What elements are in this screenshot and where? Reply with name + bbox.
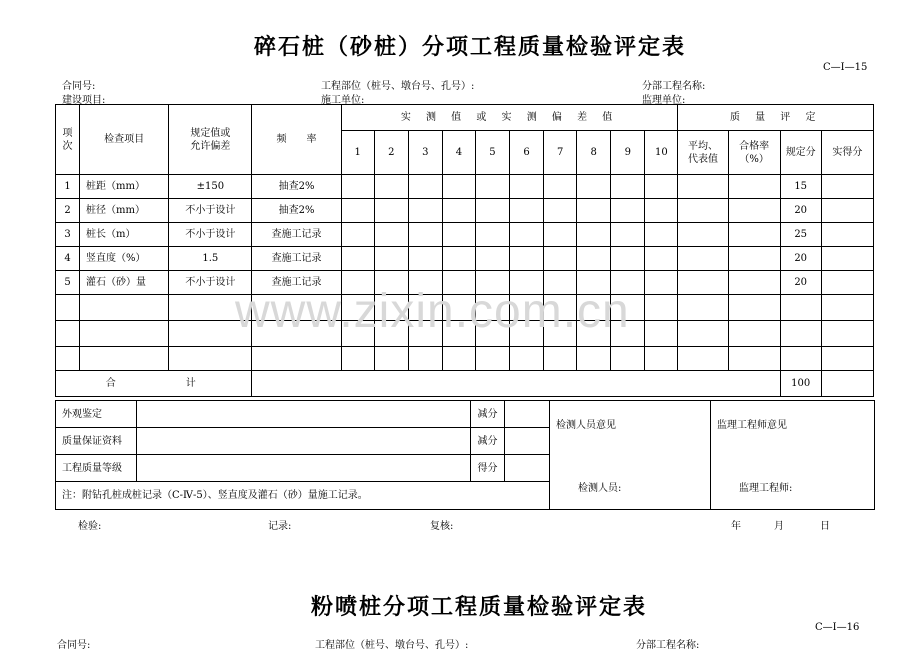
- row-actual-score[interactable]: [821, 321, 873, 347]
- measure-col-5: 5: [475, 131, 509, 175]
- total-label: 合 计: [56, 371, 252, 397]
- measured-value-1[interactable]: [341, 247, 374, 271]
- header-frequency: 频 率: [252, 105, 341, 175]
- row-no: [56, 321, 80, 347]
- measured-value-8[interactable]: [577, 247, 611, 271]
- row-pass-rate[interactable]: [728, 347, 780, 371]
- measure-col-6: 6: [510, 131, 544, 175]
- measured-value-7[interactable]: [544, 199, 577, 223]
- measured-value-9[interactable]: [611, 347, 645, 371]
- row-actual-score[interactable]: [821, 175, 873, 199]
- measured-value-3[interactable]: [408, 175, 442, 199]
- measured-value-4[interactable]: [442, 347, 475, 371]
- row-standard-score: 20: [780, 199, 821, 223]
- row-actual-score[interactable]: [821, 223, 873, 247]
- footer-check: 检验:: [78, 521, 102, 532]
- row-actual-score[interactable]: [821, 347, 873, 371]
- measured-value-9[interactable]: [611, 247, 645, 271]
- row-no: [56, 347, 80, 371]
- row-average[interactable]: [678, 223, 728, 247]
- appearance-label: 外观鉴定: [56, 401, 137, 428]
- form2-title: 粉喷桩分项工程质量检验评定表: [311, 594, 648, 620]
- table-row: [56, 223, 874, 247]
- header-check-item: 检查项目: [80, 105, 169, 175]
- grade-value[interactable]: [137, 455, 471, 482]
- row-actual-score[interactable]: [821, 199, 873, 223]
- measure-col-3: 3: [408, 131, 442, 175]
- measured-value-2[interactable]: [374, 199, 408, 223]
- inspector-opinion: 检测人员意见 检测人员:: [550, 401, 711, 510]
- row-standard-score: 20: [780, 271, 821, 295]
- measured-value-9[interactable]: [611, 175, 645, 199]
- row-average[interactable]: [678, 347, 728, 371]
- row-no: [56, 295, 80, 321]
- appearance-value[interactable]: [137, 401, 471, 428]
- row-no: 2: [56, 199, 80, 223]
- measured-value-10[interactable]: [645, 321, 678, 347]
- row-average[interactable]: [678, 321, 728, 347]
- row-check-item: [80, 347, 169, 371]
- measured-value-10[interactable]: [645, 175, 678, 199]
- row-pass-rate[interactable]: [728, 223, 780, 247]
- row-frequency: 查施工记录: [252, 223, 341, 247]
- row-standard-score: [780, 347, 821, 371]
- measure-col-9: 9: [611, 131, 645, 175]
- quality-docs-label: 质量保证资料: [56, 428, 137, 455]
- row-average[interactable]: [678, 271, 728, 295]
- measured-value-1[interactable]: [341, 199, 374, 223]
- measured-value-3[interactable]: [408, 199, 442, 223]
- measured-value-4[interactable]: [442, 199, 475, 223]
- quality-docs-value[interactable]: [137, 428, 471, 455]
- measured-value-10[interactable]: [645, 247, 678, 271]
- measured-value-3[interactable]: [408, 247, 442, 271]
- measured-value-10[interactable]: [645, 295, 678, 321]
- measure-col-7: 7: [544, 131, 577, 175]
- row-spec: [169, 347, 252, 371]
- measured-value-1[interactable]: [341, 347, 374, 371]
- header-quality: 质 量 评 定: [678, 105, 874, 131]
- header-actual-score: 实得分: [821, 131, 873, 175]
- measured-value-10[interactable]: [645, 271, 678, 295]
- measured-value-10[interactable]: [645, 223, 678, 247]
- measured-value-2[interactable]: [374, 347, 408, 371]
- measure-col-2: 2: [374, 131, 408, 175]
- measured-value-4[interactable]: [442, 175, 475, 199]
- supervisor-opinion: 监理工程师意见 监理工程师:: [711, 401, 875, 510]
- supervision-unit-label: 监理单位:: [642, 95, 686, 106]
- row-pass-rate[interactable]: [728, 271, 780, 295]
- row-check-item: [80, 295, 169, 321]
- measured-value-8[interactable]: [577, 175, 611, 199]
- header-pass-rate: 合格率 （%）: [728, 131, 780, 175]
- measured-value-9[interactable]: [611, 223, 645, 247]
- footer-year: 年: [731, 521, 741, 532]
- measured-value-7[interactable]: [544, 347, 577, 371]
- row-no: 3: [56, 223, 80, 247]
- measure-col-1: 1: [341, 131, 374, 175]
- row-frequency: 抽查2%: [252, 175, 341, 199]
- row-average[interactable]: [678, 199, 728, 223]
- measured-value-8[interactable]: [577, 223, 611, 247]
- measured-value-6[interactable]: [510, 223, 544, 247]
- row-pass-rate[interactable]: [728, 247, 780, 271]
- row-frequency: [252, 347, 341, 371]
- watermark: www.zixin.com.cn: [235, 285, 630, 338]
- grade-label: 工程质量等级: [56, 455, 137, 482]
- row-check-item: 桩径（mm）: [80, 199, 169, 223]
- row-actual-score[interactable]: [821, 295, 873, 321]
- measured-value-10[interactable]: [645, 199, 678, 223]
- measured-value-10[interactable]: [645, 347, 678, 371]
- row-pass-rate[interactable]: [728, 175, 780, 199]
- measured-value-5[interactable]: [475, 175, 509, 199]
- row-check-item: 桩长（m）: [80, 223, 169, 247]
- row-no: 1: [56, 175, 80, 199]
- form1-title: 碎石桩（砂桩）分项工程质量检验评定表: [254, 34, 687, 60]
- note: 注：附钻孔桩成桩记录（C-Ⅳ-5）、竖直度及灌石（砂）量施工记录。: [56, 482, 550, 510]
- measured-value-6[interactable]: [510, 347, 544, 371]
- form1-code: C—Ⅰ—15: [823, 62, 868, 73]
- form2-subproject-label: 分部工程名称:: [636, 640, 700, 651]
- contract-label: 合同号:: [62, 81, 96, 92]
- row-no: 5: [56, 271, 80, 295]
- footer-review: 复核:: [430, 521, 454, 532]
- subproject-label: 分部工程名称:: [642, 81, 706, 92]
- row-check-item: 桩距（mm）: [80, 175, 169, 199]
- quality-docs-deduct-value[interactable]: [505, 428, 550, 455]
- row-actual-score[interactable]: [821, 271, 873, 295]
- measured-value-5[interactable]: [475, 247, 509, 271]
- row-standard-score: 15: [780, 175, 821, 199]
- measured-value-2[interactable]: [374, 247, 408, 271]
- measured-value-1[interactable]: [341, 223, 374, 247]
- row-standard-score: 20: [780, 247, 821, 271]
- row-frequency: 抽查2%: [252, 199, 341, 223]
- row-pass-rate[interactable]: [728, 321, 780, 347]
- measured-value-3[interactable]: [408, 223, 442, 247]
- row-no: 4: [56, 247, 80, 271]
- measured-value-6[interactable]: [510, 175, 544, 199]
- table-row: [56, 199, 874, 223]
- measured-value-2[interactable]: [374, 223, 408, 247]
- footer-record: 记录:: [268, 521, 292, 532]
- project-label: 建设项目:: [62, 95, 106, 106]
- table-row: [56, 247, 874, 271]
- grade-score-label: 得分: [471, 455, 505, 482]
- appearance-deduct-label: 减分: [471, 401, 505, 428]
- row-frequency: 查施工记录: [252, 271, 341, 295]
- row-spec: 不小于设计: [169, 223, 252, 247]
- measured-value-6[interactable]: [510, 199, 544, 223]
- grade-score-value[interactable]: [505, 455, 550, 482]
- row-pass-rate[interactable]: [728, 199, 780, 223]
- construction-unit-label: 施工单位:: [321, 95, 365, 106]
- measured-value-5[interactable]: [475, 199, 509, 223]
- measure-col-4: 4: [442, 131, 475, 175]
- header-standard-score: 规定分: [780, 131, 821, 175]
- quality-docs-deduct-label: 减分: [471, 428, 505, 455]
- location-label: 工程部位（桩号、墩台号、孔号）:: [321, 81, 475, 92]
- row-spec: ±150: [169, 175, 252, 199]
- total-score: 100: [780, 371, 821, 397]
- header-spec: 规定值或 允许偏差: [169, 105, 252, 175]
- measured-value-4[interactable]: [442, 247, 475, 271]
- row-frequency: 查施工记录: [252, 247, 341, 271]
- row-check-item: [80, 321, 169, 347]
- row-spec: 不小于设计: [169, 199, 252, 223]
- measured-value-8[interactable]: [577, 199, 611, 223]
- footer-month: 月: [774, 521, 784, 532]
- measured-value-6[interactable]: [510, 247, 544, 271]
- form2-location-label: 工程部位（桩号、墩台号、孔号）:: [315, 640, 469, 651]
- form2-contract-label: 合同号:: [57, 640, 91, 651]
- measured-value-1[interactable]: [341, 175, 374, 199]
- table-row: [56, 175, 874, 199]
- table-row: [56, 347, 874, 371]
- header-average: 平均、 代表值: [678, 131, 728, 175]
- row-average[interactable]: [678, 175, 728, 199]
- measured-value-4[interactable]: [442, 223, 475, 247]
- row-standard-score: [780, 321, 821, 347]
- row-standard-score: [780, 295, 821, 321]
- header-item-no: 项 次: [56, 105, 80, 175]
- measure-col-8: 8: [577, 131, 611, 175]
- appearance-deduct-value[interactable]: [505, 401, 550, 428]
- measured-value-3[interactable]: [408, 347, 442, 371]
- row-check-item: 竖直度（%）: [80, 247, 169, 271]
- form2-code: C—Ⅰ—16: [815, 622, 860, 633]
- header-measured: 实 测 值 或 实 测 偏 差 值: [341, 105, 678, 131]
- measured-value-7[interactable]: [544, 175, 577, 199]
- footer-day: 日: [820, 521, 830, 532]
- row-average[interactable]: [678, 295, 728, 321]
- measured-value-5[interactable]: [475, 223, 509, 247]
- row-actual-score[interactable]: [821, 247, 873, 271]
- row-spec: 1.5: [169, 247, 252, 271]
- measured-value-9[interactable]: [611, 199, 645, 223]
- row-check-item: 灌石（砂）量: [80, 271, 169, 295]
- inspection-table: [55, 104, 874, 397]
- evaluation-table: [55, 400, 875, 510]
- measured-value-2[interactable]: [374, 175, 408, 199]
- measured-value-5[interactable]: [475, 347, 509, 371]
- measured-value-7[interactable]: [544, 247, 577, 271]
- measured-value-8[interactable]: [577, 347, 611, 371]
- measured-value-7[interactable]: [544, 223, 577, 247]
- row-standard-score: 25: [780, 223, 821, 247]
- row-spec: 不小于设计: [169, 271, 252, 295]
- measure-col-10: 10: [645, 131, 678, 175]
- row-pass-rate[interactable]: [728, 295, 780, 321]
- row-average[interactable]: [678, 247, 728, 271]
